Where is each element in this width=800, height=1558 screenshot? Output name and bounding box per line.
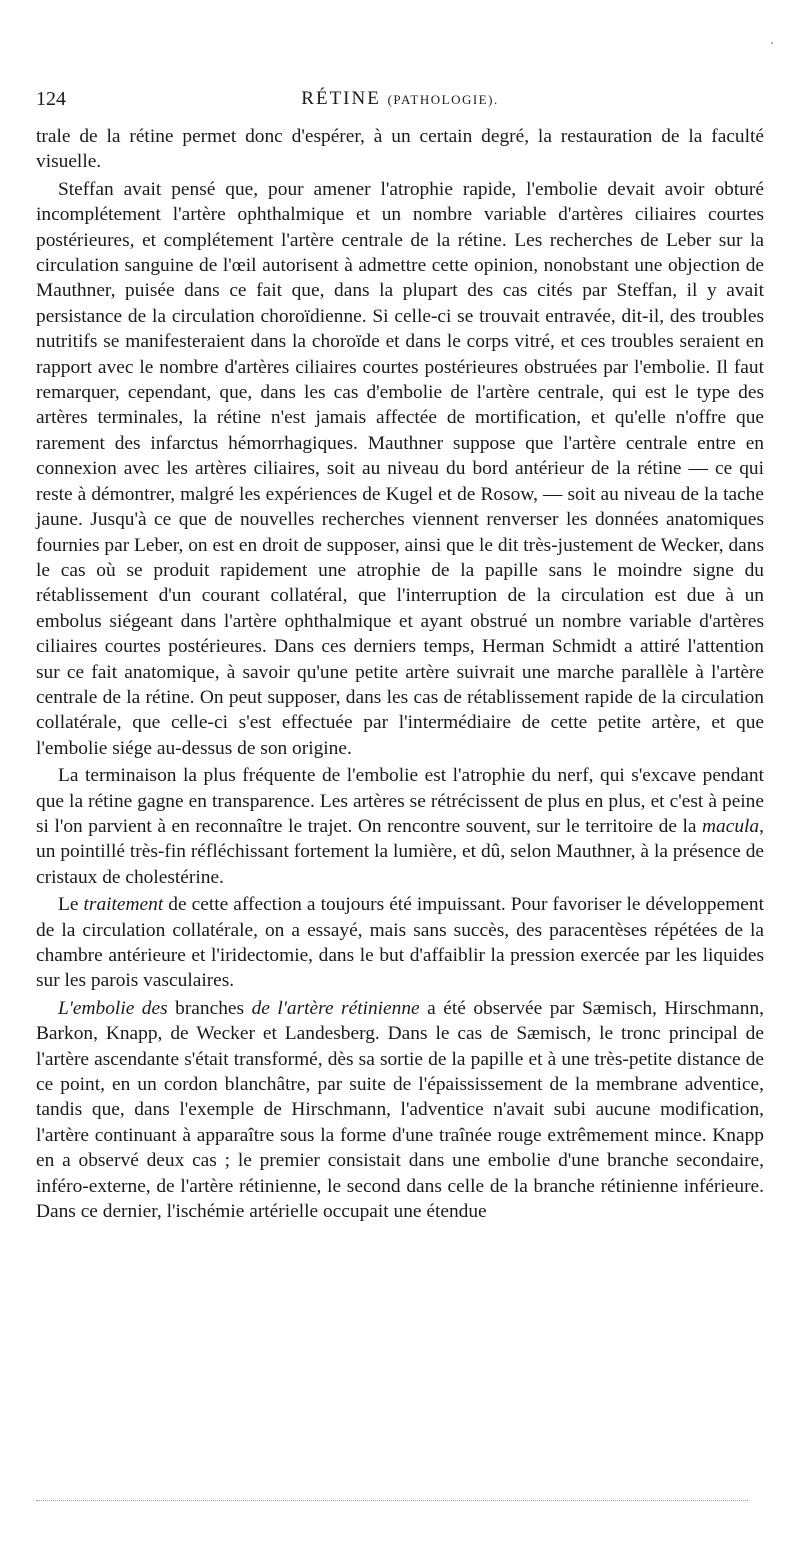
text-run: La terminaison la plus fréquente de l'embolie est l'atrophie du nerf, qui s'excave pendant que la rétine gagne en transparence. Les artères se rétrécissent de plus en plus, et c'est à peine si l'on parvient à en reconnaître le trajet. On rencontre souvent, sur le territoire de la	[36, 765, 764, 837]
text-run: Steffan avait pensé que, pour amener l'atrophie rapide, l'embolie devait avoir obturé incomplétement l'artère ophthalmique et un nombre variable d'artères ciliaires courtes postérieures, et complétement l'artère centrale de la rétine. Les recherches de Leber sur la circulation sanguine de l'œil autorisent à admettre cette opinion, nonobstant une objection de Mauthner, puisée dans ce fait que, dans la plupart des cas cités par Steffan, il y avait persistance de la circulation choroïdienne. Si celle-ci se trouvait entravée, dit-il, des troubles nutritifs se manifesteraient dans la choroïde et dans le corps vitré, et ces troubles seraient en rapport avec le nombre d'artères ciliaires courtes postérieures obstruées par l'embolie. Il faut remarquer, cependant, que, dans les cas d'embolie de l'artère centrale, qui est le type des artères terminales, la rétine n'est jamais affectée de mortification, et qu'elle n'offre que rarement des infarctus hémorrhagiques. Mauthner suppose que l'artère centrale entre en connexion avec les artères ciliaires, soit au niveau du bord antérieur de la rétine — ce qui reste à démontrer, malgré les expériences de Kugel et de Rosow, — soit au niveau de la tache jaune. Jusqu'à ce que de nouvelles recherches viennent renverser les données anatomiques fournies par Leber, on est en droit de supposer, ainsi que le dit très-justement de Wecker, dans le cas où se produit rapidement une atrophie de la papille sans le moindre signe du rétablissement d'un courant collatéral, que l'interruption de la circulation est due à un embolus siégeant dans l'artère ophthalmique et ayant obstrué un nombre variable d'artères ciliaires courtes postérieures. Dans ces derniers temps, Herman Schmidt a attiré l'attention sur ce fait anatomique, à savoir qu'une petite artère suivrait une marche parallèle à l'artère centrale de la rétine. On peut supposer, dans les cas de rétablissement rapide de la circulation collatérale, que celle-ci s'est effectuée par l'intermédiaire de cette petite artère, et que l'embolie siége au-dessus de son origine.	[36, 178, 764, 759]
page-number: 124	[36, 88, 66, 110]
italic-text: traitement	[83, 894, 164, 916]
text-run: Le	[58, 894, 84, 916]
paragraph	[36, 892, 764, 994]
stray-mark: ·	[770, 36, 775, 52]
paragraph	[36, 763, 764, 890]
italic-text: L'embolie des	[58, 997, 168, 1019]
text-run: de cette affection a toujours été impuissant. Pour favoriser le développement de la circulation collatérale, on a essayé, mais sans succès, des paracentèses répétées de la chambre antérieure et l'iridectomie, dans le but d'affaiblir la pression exercée par les liquides sur les parois vasculaires.	[36, 894, 764, 992]
running-subtitle: (PATHOLOGIE).	[387, 92, 499, 107]
body-text	[36, 124, 764, 1224]
page-header	[36, 88, 764, 114]
running-title: RÉTINE	[301, 88, 381, 109]
running-head	[36, 88, 764, 110]
italic-text: de l'artère rétinienne	[251, 997, 420, 1019]
text-run: branches	[167, 997, 252, 1019]
paragraph	[36, 177, 764, 761]
footer-bleedthrough-line	[36, 1500, 748, 1501]
text-run: , un pointillé très-fin réfléchissant fortement la lumière, et dû, selon Mauthner, à la présence de cristaux de cholestérine.	[36, 815, 764, 888]
italic-text: macula	[702, 815, 760, 837]
text-run: trale de la rétine permet donc d'espérer, à un certain degré, la restauration de la faculté visuelle.	[36, 126, 764, 173]
paragraph	[36, 996, 764, 1225]
paragraph	[36, 124, 764, 175]
text-run: a été observée par Sæmisch, Hirschmann, Barkon, Knapp, de Wecker et Landesberg. Dans le cas de Sæmisch, le tronc principal de l'artère ascendante s'était transformé, dès sa sortie de la papille et à une très-petite distance de ce point, en un cordon blanchâtre, par suite de l'épaississement de la membrane adventice, tandis que, dans l'exemple de Hirschmann, l'adventice n'avait subi aucune modification, l'artère continuant à apparaître sous la forme d'une traînée rouge extrêmement mince. Knapp en a observé deux cas ; le premier consistait dans une embolie d'une branche secondaire, inféro-externe, de l'artère rétinienne, le second dans celle de la branche rétinienne inférieure. Dans ce dernier, l'ischémie artérielle occupait une étendue	[36, 997, 764, 1223]
